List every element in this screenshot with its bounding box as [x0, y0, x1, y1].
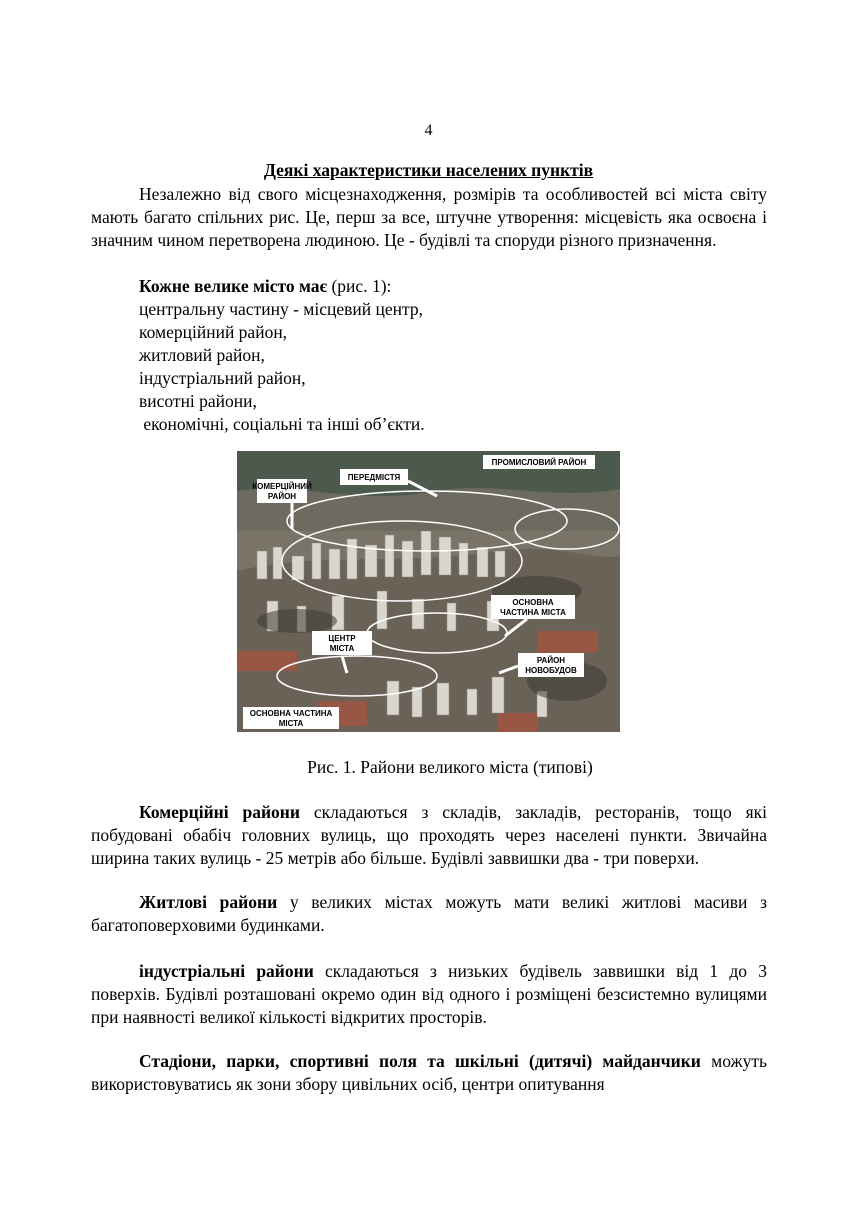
svg-text:ЦЕНТР: ЦЕНТР [328, 634, 356, 643]
svg-text:ПРОМИСЛОВИЙ РАЙОН: ПРОМИСЛОВИЙ РАЙОН [491, 458, 587, 467]
list-item: житловий район, [139, 345, 265, 365]
intro-paragraph: Незалежно від свого місцезнаходження, розмірів та особливостей всі міста світу мають багато спільних рис. Це, перш за все, штучне утворення: місцевість яка освоєна і значним чином перетворена людиною. Це - будівлі та споруди різного призначення. [91, 184, 767, 250]
label-main-part [491, 595, 575, 619]
label-new-district [518, 653, 584, 677]
list-item: економічні, соціальні та інші об’єкти. [139, 414, 425, 434]
svg-text:НОВОБУДОВ: НОВОБУДОВ [525, 666, 577, 675]
section-title: Деякі характеристики населених пунктів [263, 160, 594, 180]
svg-text:МІСТА: МІСТА [329, 644, 355, 653]
text-industrial: складаються з низьких будівель заввишки від 1 до 3 поверхів. Будівлі розташовані окремо один від одного і розміщені безсистемно вулицями при наявності великої кількості відкритих просторів. [91, 961, 767, 1027]
svg-text:РАЙОН: РАЙОН [536, 656, 566, 665]
list-item: центральну частину - місцевий центр, [139, 299, 423, 319]
list-heading-bold: Кожне велике місто має [139, 276, 328, 296]
svg-text:КОМЕРЦІЙНИЙ: КОМЕРЦІЙНИЙ [252, 482, 312, 491]
term-industrial: індустріальні райони [139, 961, 314, 981]
list-heading-rest: (рис. 1): [327, 276, 392, 296]
paragraph-residential [91, 891, 767, 937]
term-residential: Житлові райони [139, 892, 278, 912]
term-commercial: Комерційні райони [139, 802, 300, 822]
text-residential: у великих містах можуть мати великі житлові масиви з багатоповерховими будинками. [91, 892, 767, 935]
paragraph-industrial [91, 960, 767, 1029]
label-center [312, 631, 372, 655]
city-districts-photo [237, 451, 620, 732]
term-stadiums: Стадіони, парки, спортивні поля та шкільні (дитячі) майданчики [139, 1051, 701, 1071]
text-stadiums: можуть використовуватись як зони збору цивільних осіб, центри опитування [91, 1051, 767, 1094]
list-item: комерційний район, [139, 322, 288, 342]
label-suburb [340, 469, 408, 485]
paragraph-stadiums [91, 1050, 767, 1096]
city-features-list [139, 275, 425, 436]
list-item: індустріальний район, [139, 368, 306, 388]
paragraph-commercial [91, 801, 767, 870]
list-item: висотні райони, [139, 391, 257, 411]
label-industrial [483, 455, 595, 469]
label-main-part-bottom [243, 707, 339, 729]
svg-text:ПЕРЕДМІСТЯ: ПЕРЕДМІСТЯ [347, 473, 401, 482]
svg-text:ЧАСТИНА МІСТА: ЧАСТИНА МІСТА [500, 608, 566, 617]
page-number: 4 [424, 122, 433, 139]
label-commercial [252, 479, 312, 503]
svg-text:РАЙОН: РАЙОН [267, 492, 297, 501]
list-heading [139, 275, 425, 298]
svg-text:ОСНОВНА: ОСНОВНА [512, 598, 554, 607]
figure-caption: Рис. 1. Райони великого міста (типові) [307, 757, 593, 777]
svg-text:МІСТА: МІСТА [278, 719, 304, 728]
text-commercial: складаються з складів, закладів, ресторанів, тощо які побудовані обабіч головних вулиць, що проходять через населені пункти. Звичайна ширина таких вулиць - 25 метрів або більше. Будівлі заввишки два - три поверхи. [91, 802, 768, 868]
svg-text:ОСНОВНА ЧАСТИНА: ОСНОВНА ЧАСТИНА [249, 709, 333, 718]
